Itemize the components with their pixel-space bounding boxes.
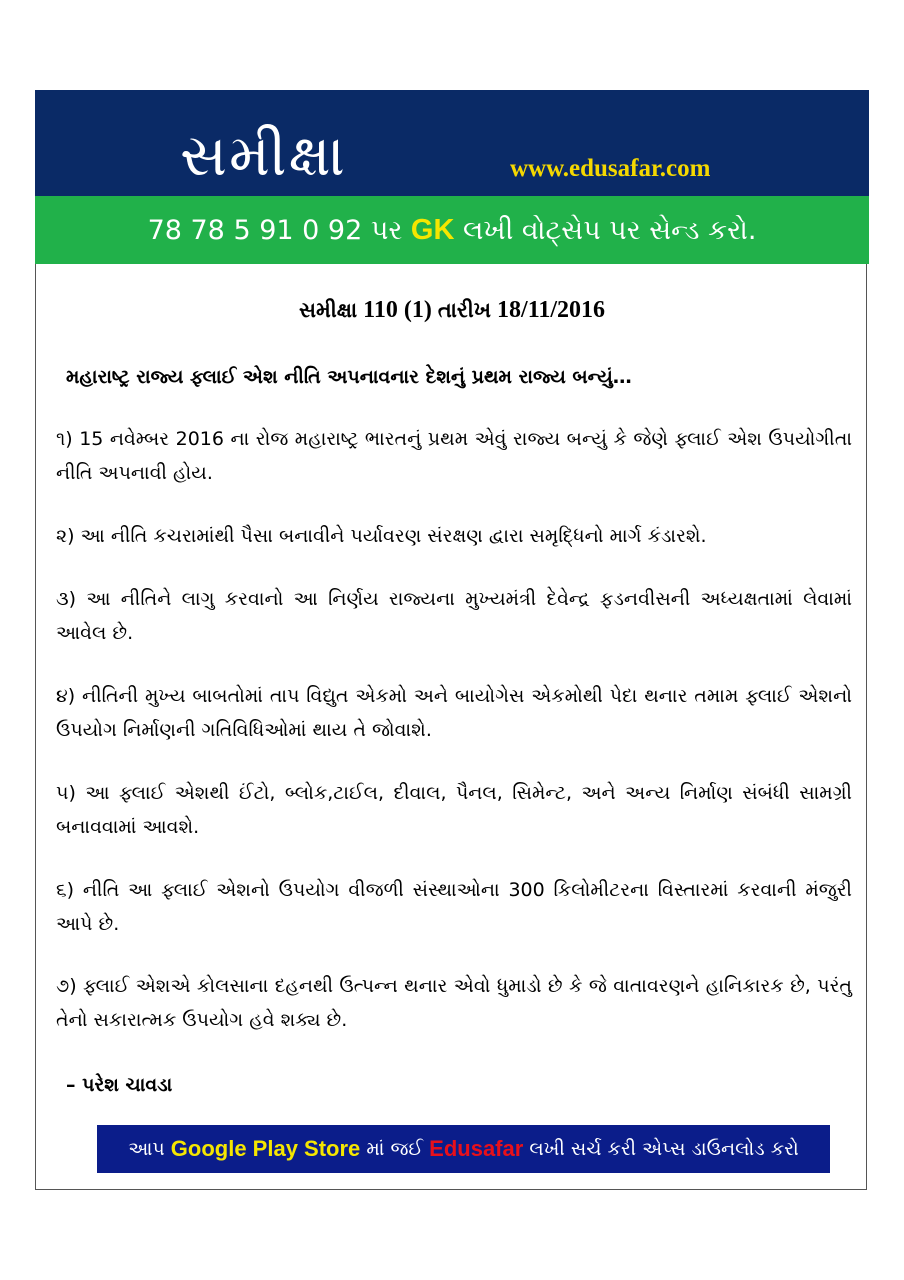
contact-suffix: લખી વોટ્સેપ પર સેન્ડ કરો. [463, 214, 757, 246]
banner-store-name: Google Play Store [170, 1136, 361, 1161]
issue-number: 110 (1) [363, 297, 432, 323]
contact-band [35, 196, 869, 264]
article-headline: મહારાષ્ટ્ર રાજ્ય ફ્લાઈ એશ નીતિ અપનાવનાર દેશનું પ્રથમ રાજ્ય બન્યું… [66, 366, 632, 388]
banner-brand-name: Edusafar [429, 1136, 524, 1161]
app-download-banner[interactable] [97, 1125, 830, 1173]
point-6: ૬) નીતિ આ ફ્લાઈ એશનો ઉપયોગ વીજળી સંસ્થાઓના 300 કિલોમીટરના વિસ્તારમાં કરવાની મંજુરી આપે છે. [56, 879, 852, 935]
author-name: – પરેશ ચાવડા [66, 1074, 173, 1096]
point-4: ૪) નીતિની મુખ્ય બાબતોમાં તાપ વિદ્યુત એકમો અને બાયોગેસ એકમોથી પેદા થનાર તમામ ફ્લાઈ એશનો ઉપયોગ નિર્માણની ગતિવિધિઓમાં થાય તે જોવાશે. [56, 685, 852, 741]
issue-date-label: તારીખ [437, 298, 492, 322]
brand-title: સમીક્ષા [180, 121, 347, 189]
point-5: ૫) આ ફ્લાઈ એશથી ઈંટો, બ્લોક,ટાઈલ, દીવાલ, પૈનલ, સિમેન્ટ, અને અન્ય નિર્માણ સંબંધી સામગ્રી બનાવવામાં આવશે. [56, 782, 852, 838]
banner-text-1: આપ [128, 1138, 165, 1160]
point-2: ૨) આ નીતિ કચરામાંથી પૈસા બનાવીને પર્યાવરણ સંરક્ષણ દ્વારા સમૃદ્ધિનો માર્ગ કંડારશે. [56, 525, 707, 547]
website-url[interactable]: www.edusafar.com [510, 155, 711, 182]
banner-text-2: માં જઈ [366, 1138, 424, 1160]
header-band [35, 90, 869, 196]
issue-line [0, 297, 904, 324]
point-3: ૩) આ નીતિને લાગુ કરવાનો આ નિર્ણય રાજ્યના મુખ્યમંત્રી દેવેન્દ્ર ફડનવીસની અધ્યક્ષતામાં લેવામાં આવેલ છે. [56, 588, 852, 644]
issue-prefix: સમીક્ષા [298, 298, 358, 322]
issue-date: 18/11/2016 [497, 297, 606, 323]
point-7: ૭) ફ્લાઈ એશએ કોલસાના દહનથી ઉત્પન્ન થનાર એવો ધુમાડો છે કે જે વાતાવરણને હાનિકારક છે, પરંતુ તેનો સકારાત્મક ઉપયોગ હવે શક્ય છે. [56, 975, 852, 1031]
contact-keyword: GK [410, 213, 455, 246]
whatsapp-instruction [148, 214, 757, 247]
contact-prefix: 78 78 5 91 0 92 પર [147, 214, 403, 246]
point-1: ૧) 15 નવેમ્બર 2016 ના રોજ મહારાષ્ટ્ર ભારતનું પ્રથમ એવું રાજ્ય બન્યું કે જેણે ફ્લાઈ એશ ઉપયોગીતા નીતિ અપનાવી હોય. [56, 428, 852, 484]
banner-text-3: લખી સર્ચ કરી એપ્સ ડાઉનલોડ કરો [529, 1138, 799, 1160]
